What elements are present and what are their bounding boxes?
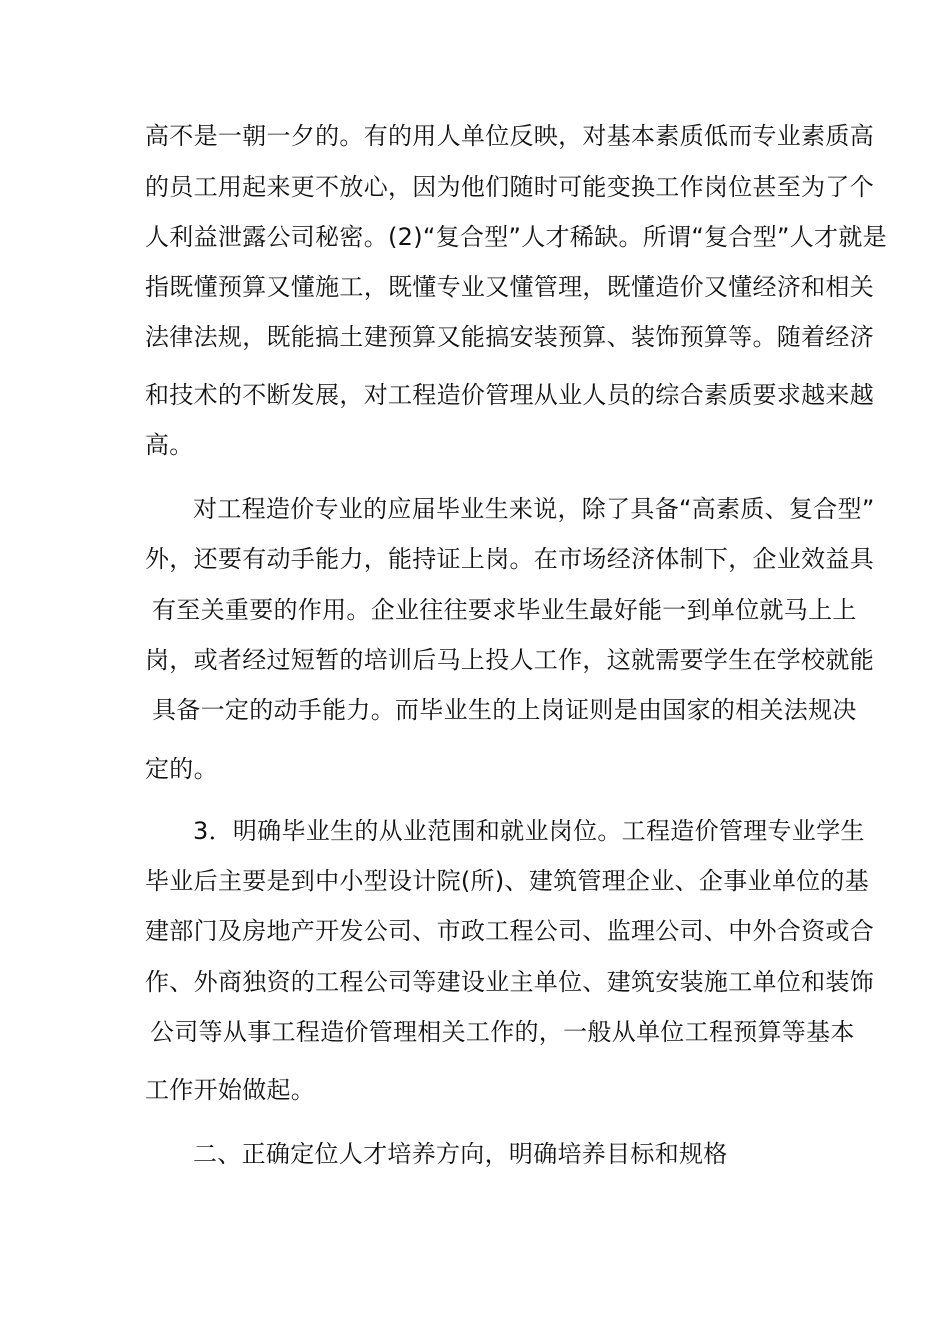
paragraph-3-line-5: 公司等从事工程造价管理相关工作的，一般从单位工程预算等基本	[150, 1018, 855, 1046]
text-line-6: 和技术的不断发展，对工程造价管理从业人员的综合素质要求越来越	[145, 381, 874, 409]
paragraph-2-line-5: 具备一定的动手能力。而毕业生的上岗证则是由国家的相关法规决	[152, 696, 857, 724]
paragraph-2-line-4: 岗，或者经过短暂的培训后马上投人工作，这就需要学生在学校就能	[145, 646, 874, 674]
paragraph-3-line-3: 建部门及房地产开发公司、市政工程公司、监理公司、中外合资或合	[145, 917, 874, 945]
text-line-7: 高。	[145, 431, 194, 459]
paragraph-2-line-3: 有至关重要的作用。企业往往要求毕业生最好能一到单位就马上上	[152, 596, 857, 624]
paragraph-2-line-6: 定的。	[145, 755, 218, 783]
paragraph-3-line-6: 工作开始做起。	[145, 1076, 316, 1104]
paragraph-3-line-4: 作、外商独资的工程公司等建设业主单位、建筑安装施工单位和装饰	[145, 968, 874, 996]
text-line-4: 指既懂预算又懂施工，既懂专业又懂管理，既懂造价又懂经济和相关	[145, 273, 874, 301]
paragraph-3-line-1: 3．明确毕业生的从业范围和就业岗位。工程造价管理专业学生	[193, 817, 865, 845]
paragraph-2-line-2: 外，还要有动手能力，能持证上岗。在市场经济体制下，企业效益具	[145, 545, 874, 573]
text-line-1: 高不是一朝一夕的。有的用人单位反映，对基本素质低而专业素质高	[145, 122, 874, 150]
section-heading: 二、正确定位人才培养方向，明确培养目标和规格	[193, 1140, 728, 1168]
paragraph-3-line-2: 毕业后主要是到中小型设计院(所)、建筑管理企业、企事业单位的基	[145, 867, 870, 895]
paragraph-2-line-1: 对工程造价专业的应届毕业生来说，除了具备“高素质、复合型”	[193, 495, 875, 523]
text-line-2: 的员工用起来更不放心，因为他们随时可能变换工作岗位甚至为了个	[145, 173, 874, 201]
text-line-5: 法律法规，既能搞土建预算又能搞安装预算、装饰预算等。随着经济	[145, 323, 874, 351]
text-line-3: 人利益泄露公司秘密。(2)“复合型”人才稀缺。所谓“复合型”人才就是	[145, 223, 887, 251]
